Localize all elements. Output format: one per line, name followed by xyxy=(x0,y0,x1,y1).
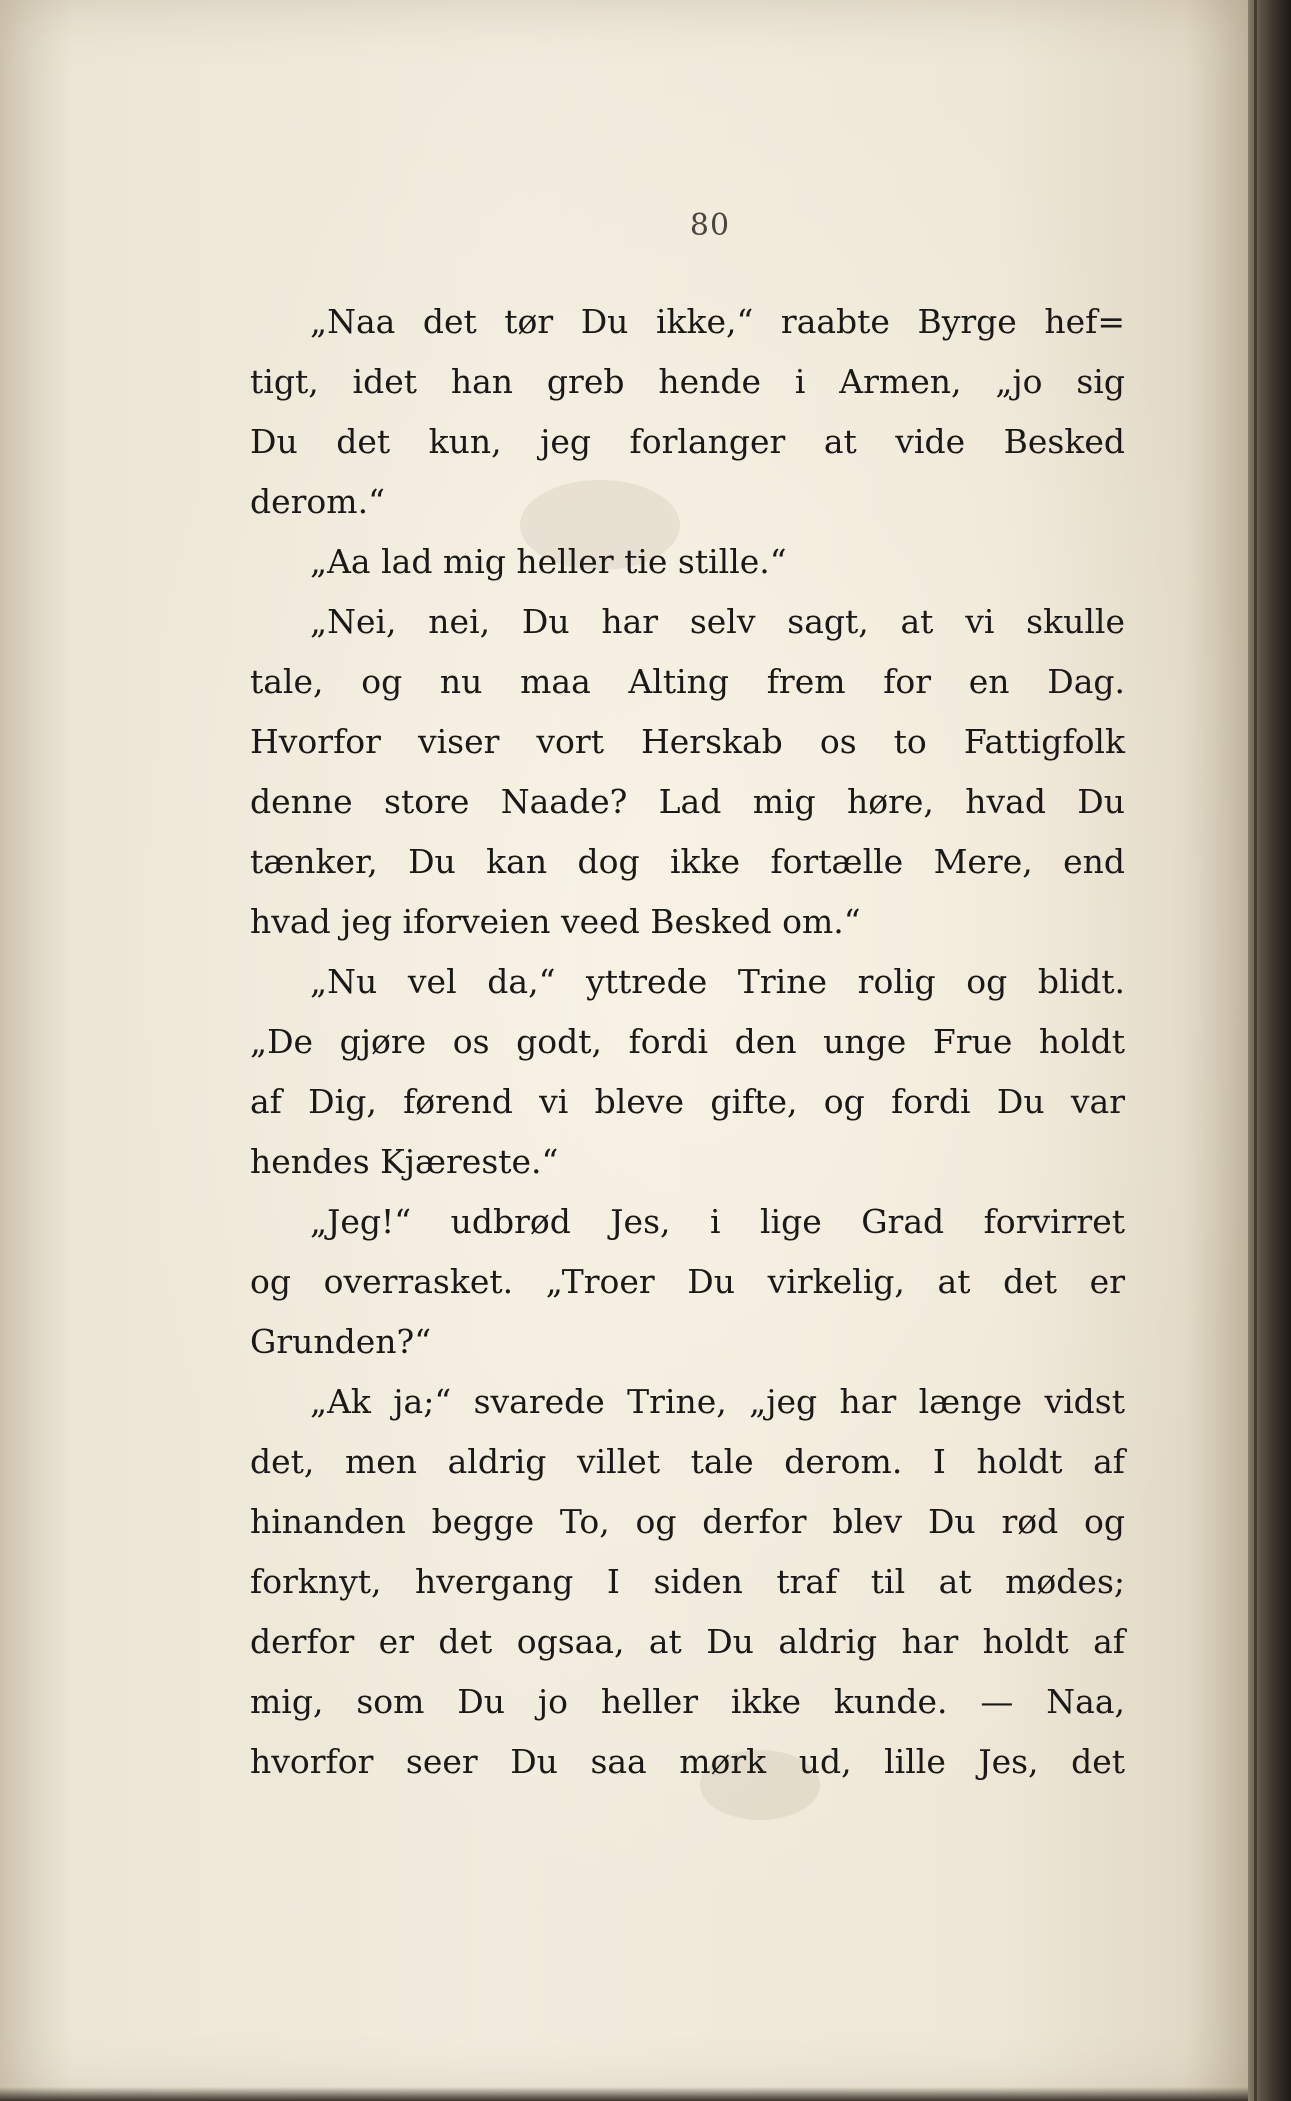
text-line: hinanden begge To, og derfor blev Du rød og xyxy=(250,1502,1125,1541)
text-line: tale, og nu maa Alting frem for en Dag. xyxy=(250,662,1125,701)
text-line: „Nei, nei, Du har selv sagt, at vi skulle xyxy=(310,602,1125,641)
text-line: „Ak ja;“ svarede Trine, „jeg har længe vidst xyxy=(310,1382,1125,1421)
text-line: „Naa det tør Du ikke,“ raabte Byrge hef= xyxy=(310,302,1125,341)
text-line: hvorfor seer Du saa mørk ud, lille Jes, det xyxy=(250,1742,1125,1781)
page-number: 80 xyxy=(689,208,731,243)
book-spine-edge xyxy=(1248,0,1291,2101)
text-line: Du det kun, jeg forlanger at vide Besked xyxy=(250,422,1125,461)
text-line: hvad jeg iforveien veed Besked om.“ xyxy=(250,902,861,941)
body-text xyxy=(250,292,1125,1792)
text-line: „Jeg!“ udbrød Jes, i lige Grad forvirret xyxy=(310,1202,1125,1241)
text-line: forknyt, hvergang I siden traf til at mødes; xyxy=(250,1562,1125,1601)
text-line: „Nu vel da,“ yttrede Trine rolig og blidt. xyxy=(310,962,1125,1001)
text-line: det, men aldrig villet tale derom. I holdt af xyxy=(250,1442,1125,1481)
text-line: hendes Kjæreste.“ xyxy=(250,1142,559,1181)
text-line: og overrasket. „Troer Du virkelig, at det er xyxy=(250,1262,1125,1301)
page-bottom-shadow xyxy=(0,2087,1248,2101)
text-line: af Dig, førend vi bleve gifte, og fordi Du var xyxy=(250,1082,1125,1121)
text-line: Hvorfor viser vort Herskab os to Fattigfolk xyxy=(250,722,1125,761)
text-line: „Aa lad mig heller tie stille.“ xyxy=(310,542,787,581)
text-line: denne store Naade? Lad mig høre, hvad Du xyxy=(250,782,1125,821)
text-line: tigt, idet han greb hende i Armen, „jo sig xyxy=(250,362,1125,401)
text-line: „De gjøre os godt, fordi den unge Frue holdt xyxy=(250,1022,1125,1061)
text-line: tænker, Du kan dog ikke fortælle Mere, end xyxy=(250,842,1125,881)
text-line: Grunden?“ xyxy=(250,1322,432,1361)
text-line: mig, som Du jo heller ikke kunde. — Naa, xyxy=(250,1682,1125,1721)
text-line: derfor er det ogsaa, at Du aldrig har holdt af xyxy=(250,1622,1125,1661)
text-line: derom.“ xyxy=(250,482,385,521)
